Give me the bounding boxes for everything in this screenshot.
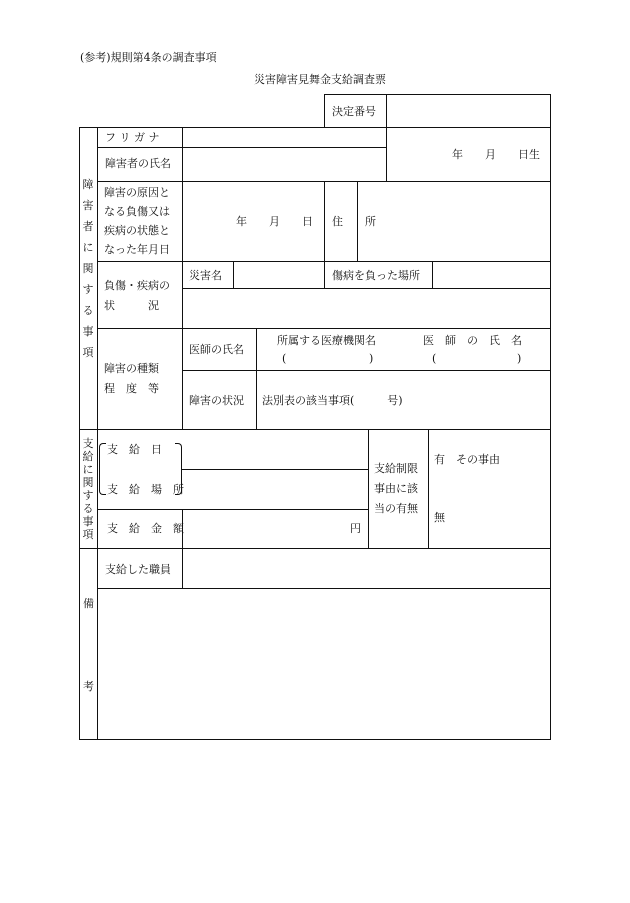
side-label-remarks-1: 備 — [83, 597, 94, 610]
payment-place-row-bottom — [97, 509, 368, 510]
injury-place-label: 傷病を負った場所 — [332, 269, 420, 282]
staff-row-bottom — [97, 588, 551, 589]
side-column-divider — [97, 127, 98, 740]
institution-paren-open: ( — [282, 352, 287, 365]
doctor-paren-open: ( — [432, 352, 437, 365]
decision-left-border — [324, 94, 325, 127]
furigana-label: フ リ ガ ナ — [105, 131, 160, 144]
cause-date: 年 月 日 — [236, 215, 313, 228]
section-one-bottom — [79, 429, 551, 430]
table-bottom-border — [79, 739, 551, 740]
name-label: 障害者の氏名 — [105, 157, 171, 170]
bracket-left — [99, 443, 106, 495]
payment-place-label: 支 給 場 所 — [107, 483, 184, 496]
medical-institution-label: 所属する医療機関名 — [277, 334, 376, 347]
payment-amount-label: 支 給 金 額 — [107, 522, 184, 535]
table-left-border — [79, 127, 80, 740]
disaster-name-row-bottom — [182, 288, 551, 289]
restriction-yes-reason: 有 その事由 — [434, 453, 500, 466]
birth-date: 年 月 日生 — [452, 148, 540, 161]
restriction-no: 無 — [434, 511, 445, 524]
yen-unit: 円 — [350, 522, 361, 535]
address-label: 住 所 — [332, 215, 376, 228]
institution-paren-close: ) — [369, 352, 374, 365]
doctor-label-divider — [256, 328, 257, 429]
doctor-name-label: 医師の氏名 — [189, 343, 244, 356]
place-label-left — [324, 261, 325, 288]
doctor-full-name-label: 医 師 の 氏 名 — [423, 334, 522, 347]
staff-label-divider — [182, 548, 183, 588]
doctor-paren-close: ) — [517, 352, 522, 365]
doctor-row-bottom — [182, 370, 551, 371]
table-right-border — [550, 94, 551, 740]
restriction-label-right — [428, 429, 429, 548]
side-label-disabled-person: 障 害 者 に 関 す る 事 項 — [82, 178, 94, 359]
decision-divider — [386, 94, 387, 127]
side-label-payment: 支 給 に 関 す る 事 項 — [82, 437, 94, 541]
staff-label: 支給した職員 — [105, 563, 171, 576]
side-label-remarks-2: 考 — [83, 680, 94, 693]
form-title: 災害障害見舞金支給調査票 — [254, 73, 386, 86]
decision-number-label: 決定番号 — [332, 105, 376, 118]
restriction-label-left — [368, 429, 369, 548]
injury-row-bottom — [97, 328, 551, 329]
disaster-name-label: 災害名 — [189, 269, 222, 282]
decision-top-border — [324, 94, 551, 95]
payment-date-row-bottom — [182, 469, 368, 470]
disability-status-label: 障害の状況 — [189, 394, 244, 407]
birthdate-column-divider — [386, 127, 387, 181]
payment-date-label: 支 給 日 — [107, 443, 162, 456]
label-column-divider — [182, 127, 183, 429]
survey-form-page: (参考)規則第4条の調査事項 災害障害見舞金支給調査票 決定番号 障 害 者 に 関 す る 事 項 フ リ ガ ナ 障害者の氏名 年 月 日生 障害の原因と なる負傷又は 疾病の状態と なった年月日 年 月 日 住 所 負傷・疾病の 状 況 災害名 傷病を負った場所 障害の種類 程 度 等 医師の氏名 所属する医療機関名 医 師 の 氏 名 ( ) ( ) 障害の状況 法別表の該当事項( 号) 支 給 に 関 す る 事 項 支 給 日 支 給 場 所 支 給 金 額 円 支給制限 事由に該 当の有無 有 その事由 無 備 考 支給した職員 — [0, 0, 630, 903]
reference-note: (参考)規則第4条の調査事項 — [80, 51, 217, 64]
appendix-item-label: 法別表の該当事項( 号) — [262, 394, 403, 407]
disaster-name-divider — [233, 261, 234, 288]
address-label-left — [324, 181, 325, 261]
place-label-right — [432, 261, 433, 288]
furigana-row-border — [97, 147, 386, 148]
table-top-border — [79, 127, 551, 128]
section-two-bottom — [79, 548, 551, 549]
